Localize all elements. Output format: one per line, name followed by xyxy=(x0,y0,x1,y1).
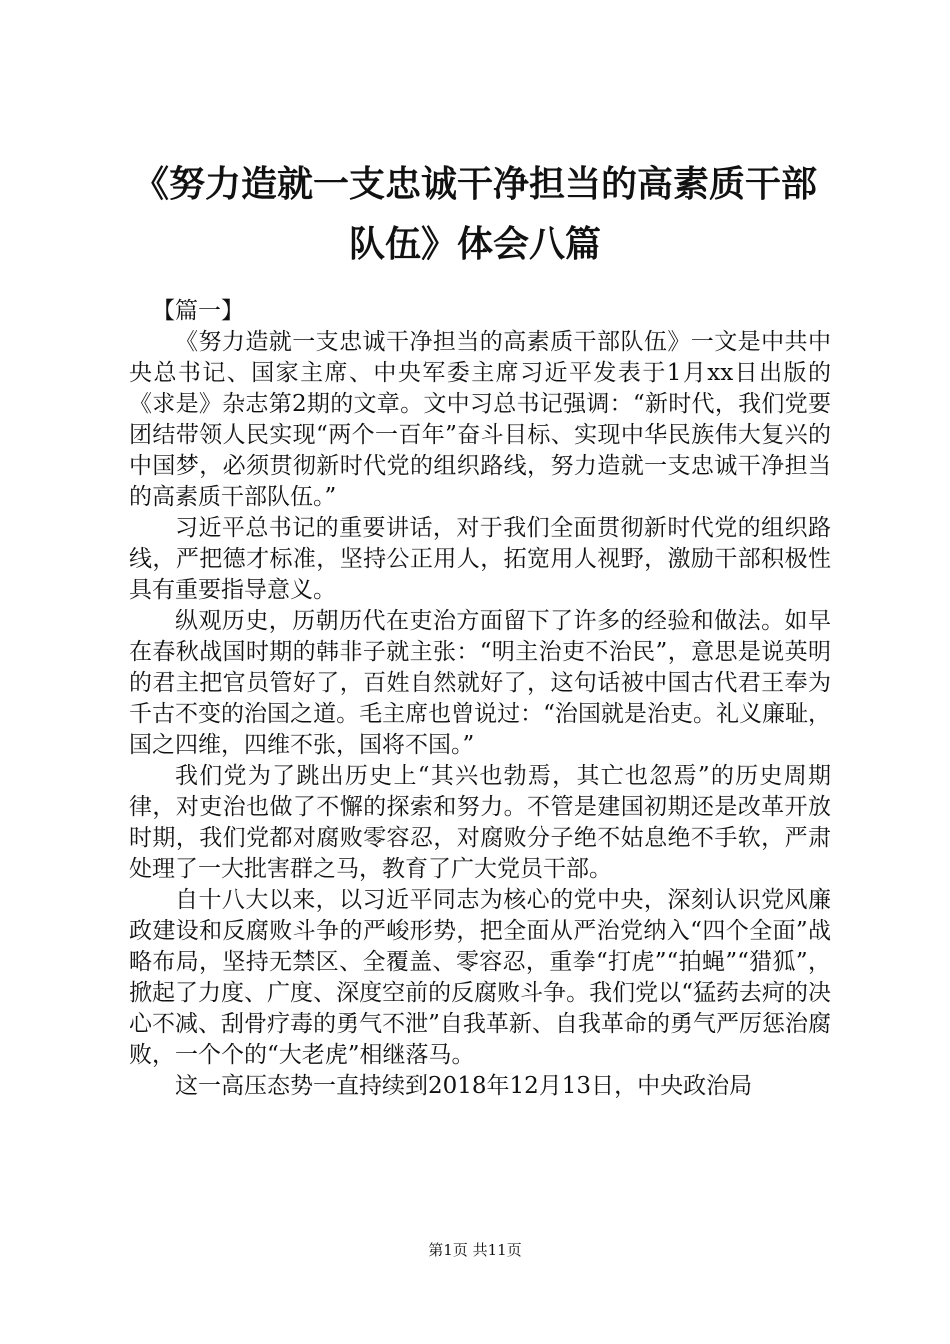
paragraph: 这一高压态势一直持续到2018年12月13日，中央政治局 xyxy=(175,1073,753,1099)
document-title: 《努力造就一支忠诚干净担当的高素质干部队伍》体会八篇 xyxy=(132,164,817,265)
paragraph: 《努力造就一支忠诚干净担当的高素质干部队伍》一文是中共中央总书记、国家主席、中央军委主席习近平发表于1月xx日出版的《求是》杂志第2期的文章。文中习总书记强调：“新时代，我们党要团结带领人民实现“两个一百年”奋斗目标、实现中华民族伟大复兴的中国梦，必须贯彻新时代党的组织路线，努力造就一支忠诚干净担当的高素质干部队伍。” xyxy=(129,329,831,510)
section-heading: 【篇一】 xyxy=(152,298,244,324)
paragraph: 自十八大以来，以习近平同志为核心的党中央，深刻认识党风廉政建设和反腐败斗争的严峻形势，把全面从严治党纳入“四个全面”战略布局，坚持无禁区、全覆盖、零容忍，重拳“打虎”“拍蝇”“猎狐”，掀起了力度、广度、深度空前的反腐败斗争。我们党以“猛药去疴的决心不减、刮骨疗毒的勇气不泄”自我革新、自我革命的勇气严厉惩治腐败，一个个的“大老虎”相继落马。 xyxy=(129,887,831,1068)
document-body xyxy=(129,296,831,1102)
paragraph: 习近平总书记的重要讲话，对于我们全面贯彻新时代党的组织路线，严把德才标准，坚持公正用人，拓宽用人视野，激励干部积极性具有重要指导意义。 xyxy=(129,515,831,603)
paragraph: 纵观历史，历朝历代在吏治方面留下了许多的经验和做法。如早在春秋战国时期的韩非子就主张：“明主治吏不治民”，意思是说英明的君主把官员管好了，百姓自然就好了，这句话被中国古代君王奉为千古不变的治国之道。毛主席也曾说过：“治国就是治吏。礼义廉耻，国之四维，四维不张，国将不国。” xyxy=(129,608,831,758)
page-footer: 第1页 共11页 xyxy=(428,1241,522,1259)
paragraph: 我们党为了跳出历史上“其兴也勃焉，其亡也忽焉”的历史周期律，对吏治也做了不懈的探索和努力。不管是建国初期还是改革开放时期，我们党都对腐败零容忍，对腐败分子绝不姑息绝不手软，严肃处理了一大批害群之马，教育了广大党员干部。 xyxy=(129,763,831,882)
